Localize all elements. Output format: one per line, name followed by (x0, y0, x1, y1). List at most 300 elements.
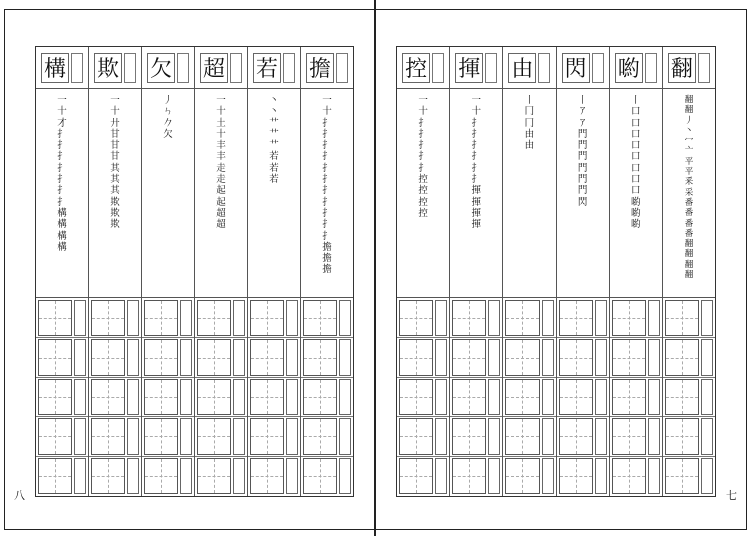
stroke-step: 丨 (524, 95, 535, 106)
stroke-step: 翻 (684, 95, 694, 105)
writing-cell[interactable] (250, 418, 284, 454)
writing-cell[interactable] (303, 458, 337, 494)
stroke-order-area (248, 89, 300, 298)
stroke-step: 走 (216, 174, 226, 186)
stroke-order-area (450, 89, 502, 298)
pinyin-box[interactable] (336, 53, 348, 83)
writing-cell[interactable] (144, 379, 178, 415)
writing-side-box[interactable] (127, 458, 139, 494)
writing-side-box[interactable] (180, 379, 192, 415)
stroke-step: 番 (684, 218, 694, 229)
writing-side-box[interactable] (435, 300, 447, 336)
stroke-step: 構 (57, 230, 67, 242)
pinyin-box[interactable] (124, 53, 136, 83)
practice-grid (663, 298, 715, 496)
target-character: 超 (200, 53, 228, 83)
stroke-step: 欺 (110, 219, 120, 231)
writing-cell[interactable] (665, 418, 699, 454)
stroke-step: 由 (524, 140, 535, 152)
practice-row (557, 417, 609, 456)
writing-side-box[interactable] (488, 418, 500, 454)
stroke-step: 揮 (471, 207, 482, 219)
writing-cell[interactable] (250, 300, 284, 336)
stroke-step: 一 (216, 95, 226, 106)
writing-cell[interactable] (144, 418, 178, 454)
writing-side-box[interactable] (648, 339, 660, 375)
practice-row (89, 457, 141, 495)
stroke-step: 超 (216, 207, 226, 219)
stroke-step: 翻 (684, 259, 694, 270)
writing-side-box[interactable] (233, 300, 245, 336)
practice-grid (610, 298, 662, 496)
writing-side-box[interactable] (542, 458, 554, 494)
left-page-number: 八 (14, 489, 25, 502)
character-column (36, 47, 89, 496)
stroke-step: 口 (631, 106, 641, 118)
target-character: 喲 (615, 53, 643, 83)
writing-side-box[interactable] (74, 339, 86, 375)
stroke-order-list (472, 95, 482, 297)
stroke-step: 扌 (322, 219, 332, 231)
practice-row (301, 338, 353, 377)
writing-side-box[interactable] (701, 379, 713, 415)
writing-cell[interactable] (91, 339, 125, 375)
pinyin-box[interactable] (538, 53, 550, 83)
writing-cell[interactable] (399, 418, 433, 454)
stroke-order-area (89, 89, 141, 298)
writing-cell[interactable] (559, 300, 593, 336)
stroke-step: 一 (418, 95, 428, 106)
writing-cell[interactable] (197, 300, 231, 336)
target-character: 由 (508, 53, 536, 83)
stroke-step: 扌 (471, 162, 482, 174)
stroke-order-area (663, 89, 715, 298)
writing-side-box[interactable] (233, 418, 245, 454)
practice-row (195, 457, 247, 495)
stroke-step: 一 (57, 95, 67, 106)
stroke-step: 揮 (471, 219, 482, 231)
writing-side-box[interactable] (286, 339, 298, 375)
stroke-step: 一 (471, 95, 482, 106)
writing-side-box[interactable] (648, 418, 660, 454)
practice-row (89, 378, 141, 417)
practice-row (610, 378, 662, 417)
stroke-step: 采 (684, 187, 694, 198)
writing-side-box[interactable] (648, 458, 660, 494)
writing-cell[interactable] (559, 339, 593, 375)
stroke-step: 擔 (322, 264, 332, 276)
stroke-step: 廾 (110, 117, 120, 129)
pinyin-box[interactable] (432, 53, 444, 83)
writing-cell[interactable] (665, 339, 699, 375)
stroke-step: 一 (110, 95, 120, 106)
character-column (397, 47, 450, 496)
writing-cell[interactable] (303, 300, 337, 336)
stroke-step: 翻 (684, 270, 694, 281)
stroke-order-list (418, 95, 428, 297)
writing-side-box[interactable] (542, 379, 554, 415)
stroke-step: 口 (631, 174, 641, 186)
writing-side-box[interactable] (701, 418, 713, 454)
writing-cell[interactable] (303, 379, 337, 415)
stroke-step: 平 (684, 167, 694, 178)
writing-cell[interactable] (665, 379, 699, 415)
writing-cell[interactable] (38, 339, 72, 375)
writing-side-box[interactable] (286, 379, 298, 415)
stroke-step: 其 (110, 174, 120, 186)
writing-cell[interactable] (559, 379, 593, 415)
writing-cell[interactable] (38, 418, 72, 454)
writing-side-box[interactable] (180, 418, 192, 454)
stroke-step: 起 (216, 196, 226, 208)
writing-side-box[interactable] (435, 379, 447, 415)
practice-row (450, 417, 502, 456)
stroke-step: 超 (216, 219, 226, 231)
target-character: 欺 (94, 53, 122, 83)
practice-grid (503, 298, 555, 496)
writing-cell[interactable] (452, 339, 486, 375)
writing-cell[interactable] (612, 418, 646, 454)
writing-side-box[interactable] (339, 458, 351, 494)
stroke-order-list (631, 95, 641, 297)
writing-cell[interactable] (303, 339, 337, 375)
target-character: 擔 (306, 53, 334, 83)
writing-side-box[interactable] (233, 379, 245, 415)
writing-cell[interactable] (665, 458, 699, 494)
character-column (503, 47, 556, 496)
stroke-step: 門 (577, 140, 588, 152)
stroke-step: 艹 (269, 117, 279, 129)
writing-side-box[interactable] (542, 418, 554, 454)
practice-row (301, 417, 353, 456)
writing-cell[interactable] (144, 300, 178, 336)
stroke-order-list (57, 95, 67, 297)
practice-row (36, 338, 88, 377)
stroke-step: 其 (110, 185, 120, 197)
stroke-order-area (142, 89, 194, 298)
writing-side-box[interactable] (180, 458, 192, 494)
writing-side-box[interactable] (435, 418, 447, 454)
stroke-step: 喲 (631, 207, 641, 219)
practice-row (142, 338, 194, 377)
character-column (89, 47, 142, 496)
stroke-order-list (525, 95, 535, 297)
stroke-step: 起 (216, 185, 226, 197)
practice-row (89, 417, 141, 456)
writing-side-box[interactable] (74, 379, 86, 415)
writing-side-box[interactable] (595, 339, 607, 375)
stroke-order-list (685, 95, 694, 297)
writing-side-box[interactable] (488, 339, 500, 375)
practice-row (36, 417, 88, 456)
pinyin-box[interactable] (645, 53, 657, 83)
stroke-step: 翻 (684, 105, 694, 116)
stroke-step: 丶 (269, 106, 279, 118)
stroke-step: 由 (524, 128, 535, 140)
character-column (557, 47, 610, 496)
stroke-order-area (397, 89, 449, 298)
stroke-order-list (110, 95, 120, 297)
target-character: 翻 (668, 53, 696, 83)
practice-row (142, 457, 194, 495)
writing-side-box[interactable] (435, 339, 447, 375)
character-header (663, 47, 715, 89)
practice-grid (301, 298, 353, 496)
writing-cell[interactable] (38, 300, 72, 336)
stroke-step: 𠂊 (163, 117, 173, 129)
writing-side-box[interactable] (127, 339, 139, 375)
practice-row (557, 457, 609, 495)
writing-cell[interactable] (452, 418, 486, 454)
stroke-step: 門 (577, 162, 588, 174)
character-column (301, 47, 353, 496)
writing-cell[interactable] (91, 458, 125, 494)
stroke-step: 喲 (631, 196, 641, 208)
page-fold-line (374, 0, 376, 536)
writing-cell[interactable] (399, 339, 433, 375)
writing-side-box[interactable] (74, 458, 86, 494)
stroke-step: 丶 (269, 95, 279, 106)
character-header (610, 47, 662, 89)
writing-cell[interactable] (91, 300, 125, 336)
character-header (142, 47, 194, 89)
pinyin-box[interactable] (698, 53, 710, 83)
writing-cell[interactable] (505, 300, 539, 336)
stroke-step: 扌 (322, 117, 332, 129)
writing-cell[interactable] (452, 458, 486, 494)
stroke-step: 揮 (471, 185, 482, 197)
stroke-step: 扌 (471, 151, 482, 163)
practice-row (610, 299, 662, 338)
writing-side-box[interactable] (648, 379, 660, 415)
practice-row (557, 338, 609, 377)
writing-cell[interactable] (144, 458, 178, 494)
stroke-step: 才 (57, 117, 67, 129)
practice-grid (397, 298, 449, 496)
stroke-step: 扌 (57, 140, 67, 152)
stroke-step: 扌 (57, 128, 67, 140)
stroke-step: 擔 (322, 253, 332, 265)
writing-cell[interactable] (197, 339, 231, 375)
stroke-step: 口 (631, 185, 641, 197)
stroke-step: 十 (216, 106, 226, 118)
practice-row (663, 299, 715, 338)
writing-side-box[interactable] (286, 418, 298, 454)
writing-cell[interactable] (505, 418, 539, 454)
pinyin-box[interactable] (177, 53, 189, 83)
writing-cell[interactable] (250, 458, 284, 494)
target-character: 若 (253, 53, 281, 83)
stroke-step: 門 (577, 185, 588, 197)
writing-cell[interactable] (612, 379, 646, 415)
stroke-step: ｱ (580, 117, 585, 129)
stroke-step: 十 (110, 106, 120, 118)
practice-row (503, 378, 555, 417)
practice-row (36, 299, 88, 338)
writing-cell[interactable] (197, 418, 231, 454)
writing-side-box[interactable] (595, 300, 607, 336)
writing-cell[interactable] (197, 458, 231, 494)
writing-side-box[interactable] (286, 458, 298, 494)
practice-row (450, 378, 502, 417)
practice-row (397, 378, 449, 417)
stroke-step: 扌 (471, 128, 482, 140)
practice-row (503, 417, 555, 456)
writing-cell[interactable] (559, 418, 593, 454)
character-column (663, 47, 715, 496)
stroke-step: 扌 (322, 230, 332, 242)
writing-cell[interactable] (612, 300, 646, 336)
stroke-step: 艹 (269, 140, 279, 152)
practice-row (142, 378, 194, 417)
writing-side-box[interactable] (701, 300, 713, 336)
writing-cell[interactable] (197, 379, 231, 415)
practice-row (195, 299, 247, 338)
practice-row (503, 338, 555, 377)
writing-side-box[interactable] (488, 379, 500, 415)
writing-cell[interactable] (250, 379, 284, 415)
stroke-step: 冂 (524, 106, 535, 118)
writing-cell[interactable] (38, 379, 72, 415)
stroke-step: 丨 (577, 95, 588, 106)
stroke-step: 控 (418, 196, 428, 208)
character-header (450, 47, 502, 89)
stroke-step: 十 (322, 106, 332, 118)
character-header (397, 47, 449, 89)
writing-side-box[interactable] (233, 339, 245, 375)
stroke-step: 扌 (57, 151, 67, 163)
practice-row (397, 299, 449, 338)
character-header (248, 47, 300, 89)
writing-cell[interactable] (399, 379, 433, 415)
writing-cell[interactable] (505, 339, 539, 375)
writing-cell[interactable] (38, 458, 72, 494)
writing-side-box[interactable] (542, 339, 554, 375)
stroke-step: 土 (216, 117, 226, 129)
stroke-step: 扌 (57, 185, 67, 197)
writing-side-box[interactable] (233, 458, 245, 494)
writing-side-box[interactable] (648, 300, 660, 336)
stroke-step: 翻 (684, 239, 694, 250)
writing-cell[interactable] (91, 418, 125, 454)
writing-side-box[interactable] (595, 418, 607, 454)
writing-side-box[interactable] (488, 458, 500, 494)
writing-side-box[interactable] (286, 300, 298, 336)
target-character: 控 (402, 53, 430, 83)
writing-cell[interactable] (452, 379, 486, 415)
writing-cell[interactable] (250, 339, 284, 375)
writing-cell[interactable] (91, 379, 125, 415)
stroke-step: 扌 (57, 174, 67, 186)
writing-cell[interactable] (612, 458, 646, 494)
stroke-step: 十 (418, 106, 428, 118)
writing-side-box[interactable] (339, 379, 351, 415)
practice-row (610, 338, 662, 377)
writing-side-box[interactable] (488, 300, 500, 336)
writing-side-box[interactable] (127, 300, 139, 336)
stroke-step: 平 (684, 156, 694, 167)
practice-row (397, 338, 449, 377)
writing-side-box[interactable] (595, 458, 607, 494)
stroke-step: 番 (684, 197, 694, 208)
pinyin-box[interactable] (230, 53, 242, 83)
stroke-step: 口 (631, 117, 641, 129)
practice-row (557, 299, 609, 338)
stroke-step: 口 (631, 162, 641, 174)
writing-cell[interactable] (505, 458, 539, 494)
stroke-step: 十 (216, 128, 226, 140)
stroke-step: 甘 (110, 151, 120, 163)
writing-side-box[interactable] (180, 339, 192, 375)
practice-grid (195, 298, 247, 496)
writing-side-box[interactable] (127, 418, 139, 454)
stroke-step: 甘 (110, 140, 120, 152)
stroke-step: 口 (631, 128, 641, 140)
writing-cell[interactable] (144, 339, 178, 375)
practice-grid (89, 298, 141, 496)
practice-grid (36, 298, 88, 496)
pinyin-box[interactable] (71, 53, 83, 83)
right-page-number: 七 (726, 489, 737, 502)
writing-side-box[interactable] (701, 339, 713, 375)
character-header (195, 47, 247, 89)
writing-side-box[interactable] (435, 458, 447, 494)
practice-row (248, 417, 300, 456)
writing-side-box[interactable] (701, 458, 713, 494)
stroke-step: 十 (57, 106, 67, 118)
stroke-step: 口 (631, 151, 641, 163)
stroke-step: 控 (418, 174, 428, 186)
stroke-step: 扌 (418, 128, 428, 140)
stroke-step: 控 (418, 185, 428, 197)
writing-cell[interactable] (303, 418, 337, 454)
writing-cell[interactable] (612, 339, 646, 375)
writing-side-box[interactable] (339, 418, 351, 454)
pinyin-box[interactable] (592, 53, 604, 83)
writing-cell[interactable] (505, 379, 539, 415)
stroke-step: 欠 (163, 128, 173, 140)
practice-row (36, 457, 88, 495)
writing-cell[interactable] (452, 300, 486, 336)
writing-side-box[interactable] (180, 300, 192, 336)
stroke-step: 口 (631, 140, 641, 152)
writing-cell[interactable] (559, 458, 593, 494)
writing-side-box[interactable] (595, 379, 607, 415)
writing-side-box[interactable] (127, 379, 139, 415)
pinyin-box[interactable] (485, 53, 497, 83)
practice-row (610, 457, 662, 495)
writing-side-box[interactable] (339, 339, 351, 375)
stroke-step: 翻 (684, 249, 694, 260)
writing-side-box[interactable] (339, 300, 351, 336)
writing-cell[interactable] (399, 300, 433, 336)
practice-grid (248, 298, 300, 496)
writing-side-box[interactable] (74, 418, 86, 454)
writing-cell[interactable] (399, 458, 433, 494)
character-column (450, 47, 503, 496)
practice-row (450, 457, 502, 495)
stroke-order-list (578, 95, 588, 297)
character-header (36, 47, 88, 89)
pinyin-box[interactable] (283, 53, 295, 83)
practice-row (301, 299, 353, 338)
character-header (557, 47, 609, 89)
writing-side-box[interactable] (542, 300, 554, 336)
stroke-step: 門 (577, 174, 588, 186)
writing-cell[interactable] (665, 300, 699, 336)
stroke-step: 喲 (631, 219, 641, 231)
writing-side-box[interactable] (74, 300, 86, 336)
